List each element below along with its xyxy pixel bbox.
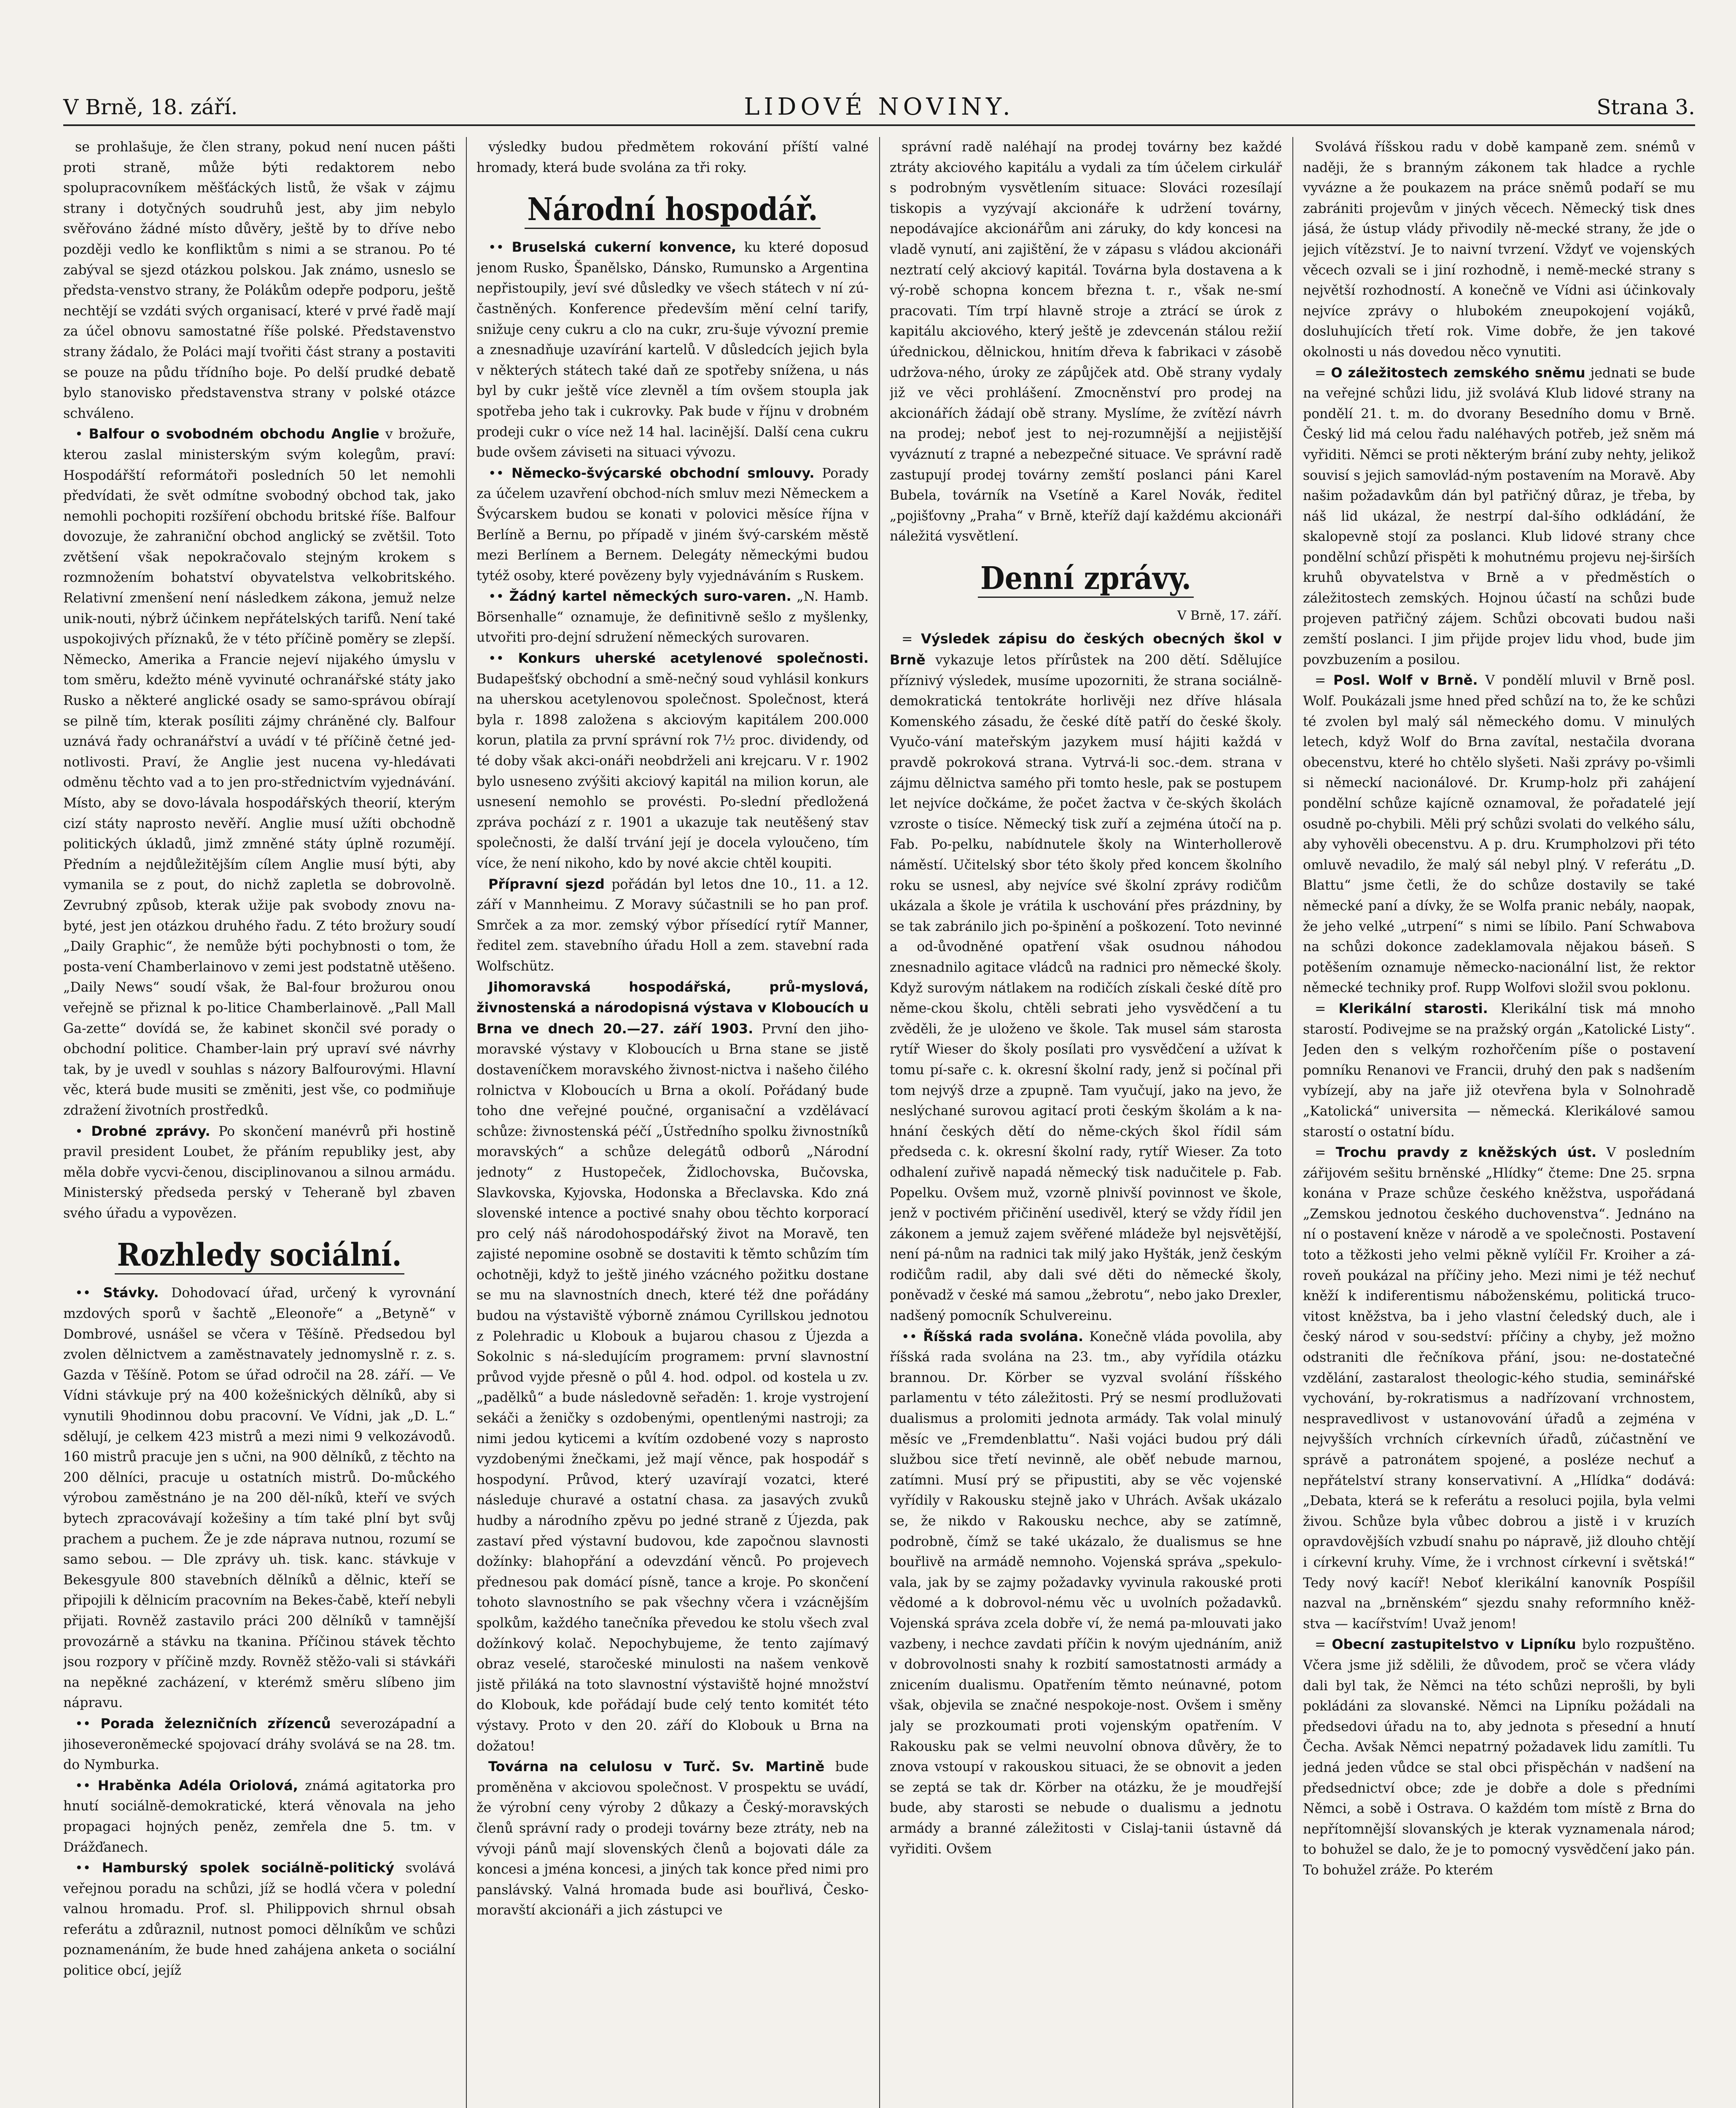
article-headline: Posl. Wolf v Brně. [1333, 672, 1478, 688]
column-3 [890, 137, 1282, 2108]
section-heading: Rozhledy sociální. [63, 1232, 455, 1278]
article-columns [63, 137, 1695, 2108]
article-paragraph: •• Německo-švýcarské obchodní smlouvy. Porady za účelem uzavření obchod-ních smluv mezi Německem a Švýcarskem budou se konati v polovici měsíce října v Berlíně a Bernu, po případě v jiném švý-carském městě mezi Berlínem a Bernem. Delegáty německými budou tytéž osoby, které povězeny byly vyjednáváním s Ruskem. [476, 465, 869, 583]
article-text: svolává veřejnou poradu na schůzi, jíž se hodlá včera v polední valnou hromadu. Prof. sl. Philippovich shrnul obsah referátu a zdůraznil, nutnost pomoci dělníkům ve schůzi poznamenáním, že bude hned zahájena anketa o sociální politice obcí, jejíž [63, 1861, 455, 1979]
article-text: jednati se bude na veřejné schůzi lidu, již svolává Klub lidové strany na pondělí 21. t. m. do dvorany Besedního domu v Brně. Český lid má celou řadu naléhavých potřeb, jež sněm má vyřiditi. Němci se proti některým brání zuby nehty, jelikož souvisí s jejich samovlád-ným postavením na Moravě. Aby našim požadavkům dán byl patřičný důraz, je třeba, by náš lid ukázal, že nestrpí dal-šího odkládání, že skalopevně stojí za poslanci. Klub lidové strany chce pondělní schůzí přispěti k mohutnému projevu nej-širších kruhů obyvatelstva v Brně a v předměstích o záležitostech zemských. Hojnou účastí na schůzi bude projeven patřičný zájem. Schůzi obcovati budou naši zemští poslanci. I jim přijde projev lidu vhod, bude jim povzbuzením a posilou. [1303, 365, 1695, 667]
article-paragraph: •• Hamburský spolek sociálně-politický svolává veřejnou poradu na schůzi, jíž se hodlá včera v polední valnou hromadu. Prof. sl. Philippovich shrnul obsah referátu a zdůraznil, nutnost pomoci dělníkům ve schůzi poznamenáním, že bude hned zahájena anketa o sociální politice obcí, jejíž [63, 1860, 455, 1979]
article-headline: Žádný kartel německých suro-varen. [509, 588, 791, 605]
page-header [63, 91, 1695, 126]
article-paragraph: = Trochu pravdy z kněžských úst. V posledním zářijovém sešitu brněnské „Hlídky“ čteme: Dne 25. srpna konána v Praze schůze českého kněžstva, uspořádaná „Zemskou jednotou českého duchovenstva“. Jednáno na ní o postavení kněze v národě a ve společnosti. Postavení toto a těžkosti jeho velmi pěkně vylíčil Fr. Kroiher a zá-roveň poukázal na příčiny jeho. Mezi nimi je též nechuť kněží k indiferentismu náboženskému, politická truco-vitost kněžstva, ba i jeho vlastní čeledský duch, ale i český národ v sou-sedství: příčiny a chyby, jež možno odstraniti dle řečníkova přání, jsou: ne-dostatečné vzdělání, zastaralost theologic-kého studia, seminářské vychování, by-rokratismus a nadřízovaní vrchnostem, nespravedlivost v ustanovování úřadů a zejména v nejvyšších vrchních církevních úřadů, zúčastnění ve správě a patronátem spojené, a posléze nechuť a nepřátelství strany konservativní. A „Hlídka“ dodává: „Debata, která se k referátu a resoluci pojila, byla velmi živou. Schůze byla vůbec dobrou a jistě i v kruzích opravdovějších vzbudí snahu po nápravě, již dlouho chtějí i církevní kruhy. Víme, že i vrchnost církevní i světská!“ Tedy nový kacíř! Neboť klerikální kanovník Pospíšil nazval na „brněnském“ sjezdu snahy reformního kněž-stva — kacířstvím! Uvaž jenom! [1303, 1144, 1695, 1632]
article-text: Svolává říšskou radu v době kampaně zem. snémů v naději, že s branným zákonem tak hladce a rychle vyvázne a že poukazem na práce sněmů podaří se mu zabrániti projevům v jiných věcech. Německý tisk dnes jásá, že ústup vlády přivodily ně-mecké strany, že jde o jejich vítězství. Je to naivní tvrzení. Vždyť ve vojenských věcech ozvali se i jiní rozhodně, i nemě-mecké strany s největší rozhodností. A konečně ve Vídni asi účinkovaly nejvíce zprávy o hlubokém zneupokojení vojáků, dosluhujících třetí rok. Vime dobře, že jen takové okolnosti u nás dovedou něco vynutiti. [1303, 140, 1695, 360]
article-headline: Porada železničních zřízenců [100, 1715, 331, 1732]
article-text: se prohlašuje, že člen strany, pokud není nucen pášti proti straně, může býti redaktorem nebo spolupracovníkem měšťáckých listů, že však v zájmu strany i dotyčných soudruhů jest, aby jim nebylo svěřováno žádné místo důvěry, ještě by to dříve nebo později vedlo ke konfliktům s nimi a se stranou. Po té zabýval se sjezd otázkou polskou. Jak známo, usneslo se předsta-venstvo strany, že Polákům odepře podporu, ještě nechtějí se vzdáti svých organisací, které v prvé řadě mají za účel obnovu samostatné říše polské. Představenstvo strany žádalo, že Poláci mají tvořiti část strany a postaviti se pouze na půdu třídního boje. Po delší prudké debatě bylo stanovisko představenstva strany v polské otázce schváleno. [63, 140, 455, 421]
article-paragraph: •• Porada železničních zřízenců severozápadní a jihoseveroněmecké spojovací dráhy svolává se na 28. tm. do Nymburka. [63, 1715, 455, 1773]
article-paragraph: • Drobné zprávy. Po skončení manévrů při hostině pravil president Loubet, že přáním republiky jest, aby měla dobře vycvi-čenou, disciplinovanou a silnou armádu. Ministerský předseda perský v Teheraně byl zbaven svého úřadu a vypovězen. [63, 1123, 455, 1221]
article-paragraph [476, 1756, 869, 1921]
article-paragraph: •• Bruselská cukerní konvence, ku které doposud jenom Rusko, Španělsko, Dánsko, Rumunsko a Argentina nepřistoupily, jeví své důsledky ve všech státech v ní zú-častněných. Konference především mění celní tarify, snižuje ceny cukru a clo na cukr, zru-šuje vývozní premie a znesnadňuje uzavírání kartelů. V důsledcích jejich byla v některých státech také daň ze spotřeby snížena, u nás byl by cukr ještě více zlevněl a tím ovšem stoupla jak spotřeba jeho tak i cukrovky. Pak bude v říjnu v drobném prodeji cukr o více než 14 hal. lacinější. Další cena cukru bude ovšem záviseti na situaci vývozu. [476, 239, 869, 460]
page-number: Strana 3. [1596, 95, 1695, 119]
article-text: Budapešťský obchodní a smě-nečný soud vyhlásil konkurs na uherskou acetylenovou společnost. Společnost, která byla r. 1898 založena s akciovým kapitálem 200.000 korun, platila za první správní rok 7½ proc. dividendy, od té doby však akci-onáři neobdrželi ani krejcaru. V r. 1902 bylo usneseno zvýšiti akciový kapitál na milion korun, ale usnesení nemohlo se provésti. Po-slední předložená zpráva pochází z r. 1901 a ukazuje tak neutěšený stav společnosti, že další trvání její je docela vyloučeno, tím více, že není nikoho, kdo by nové akcie chtěl koupiti. [476, 671, 869, 871]
article-paragraph: •• Říšská rada svolána. Konečně vláda povolila, aby říšská rada svolána na 23. tm., aby vyřídila otázku brannou. Dr. Körber se vyzval svolání říšského parlamentu v této záležitosti. Prý se nesmí prodlužovati dualismus a prolomiti jednota armády. Tak volal minulý měsíc ve „Fremdenblattu“. Naši vojáci budou prý dáli službou sice třetí nevinně, ale oběť nebude marnou, zatímni. Musí prý se připustiti, aby se věc vojenské vyřídily v Rakousku stejně jako v Uhrách. Avšak ukázalo se, že nikdo v Rakousku nechce, aby se zatímně, podrobně, čímž se také ukázalo, že dualismus se hne bouřlivě na armádě nemnoho. Vojenská správa „spekulo-vala, jak by se zajmy požadavky vyvinula rakouské proti vědomé a k dobrovol-nému věc u uvolních požadavků. Vojenská správa zcela dobře ví, že nemá pa-mlouvati jako vazbeny, i nechce zavdati příčin k novým ujednáním, aniž v dobrovolnosti snahy k rozbití samostatnosti armády a znicením dualismu. Opatřením těmto neúnavné, potom však, objevila se značné nespokoje-nost. Ovšem i směny jaly se prozkoumati proti vojenským opatřením. V Rakousku pak se velmi neuvolní obnova důvěry, že to znova vstoupí v rakouskou situaci, že se obnovit a jeden se zeptá se tak dr. Körber na otázku, že je moudřejší bude, aby starosti se nebude o dualismu a jednotu armády a branné záležitosti v Cislaj-tanii ústavně dá vyřiditi. Ovšem [890, 1328, 1282, 1857]
article-text: První den jiho-moravské výstavy v Kloboucích u Brna stane se jistě dostaveníčkem moravského živnost-nictva i našeho čilého rolnictva v Kloboucích u Brna a okolí. Pořádaný bude toho dne veřejné poučné, organisační a vzdělávací schůze: živnostenská péčí „Ústředního spolku živnostníků moravských“ a schůze delegátů odborů „Národní jednoty“ z Hustopeček, Židlochovska, Bučovska, Slavkovska, Kyjovska, Hodonska a Břeclavska. Kdo zná slovenské intence a poctivé snahy obou těchto korporací pro celý náš národohospodářský život na Moravě, ten zajisté nepomine osobně se dostaviti k těmto schůzím tím ochotněji, když to ještě jiného vzácného požitku dostane se mu na slavnostních dnech, které též dne pořádány budou na výstaviště výborně známou Cyrillskou jednotou z Polehradic u Klobouk a bujarou chasou z Újezda a Sokolnic s ná-sledujícím programem: první slavnostní průvod vyjde přesně o půl 4. hod. odpol. od kostela u zv. „padělků“ a bude následovně seřaděn: 1. kroje vystrojení sekáči a ženičky s ozdobenými, opentlenými nastroji; za nimi jedou kyticemi a kvítím ozdobené vozy s naprosto vyzdobenými žnečkami, jež mají věnce, pak hospodář s hospodyní. Průvod, který uzavírají vozatci, které následuje churavé a ostatní chasa. za jasavých zvuků hudby a národního zpěvu po jedné straně z Újezda, pak zastaví před výstavní budovou, kde započnou slavnosti dožínky: blahopřání a odevzdání věnců. Po projevech přednesou pak domácí písně, tance a kroje. Po skončení tohoto slavnostního se pak všechny včera i vzácnějším spolkům, každého tanečníka převedou ke stolu všech zval dožínkový kolač. Nepochybujeme, že tento zajímavý obraz veselé, staročeské minulosti na našem venkově jistě přiláká na toto slavnostní výstaviště hojné množství do Klobouk, kde pořádají bude celý tento komitét této výstavy. Proto v den 20. září do Klobouk u Brna na dožatou! [476, 1021, 869, 1754]
article-paragraph [476, 874, 869, 977]
section-heading: Národní hospodář. [476, 186, 869, 233]
article-text: Konečně vláda povolila, aby říšská rada svolána na 23. tm., aby vyřídila otázku brannou. Dr. Körber se vyzval svolání říšského parlamentu v této záležitosti. Prý se nesmí prodlužovati dualismus a prolomiti jednota armády. Tak volal minulý měsíc ve „Fremdenblattu“. Naši vojáci budou prý dáli službou sice třetí nevinně, ale oběť nebude marnou, zatímni. Musí prý se připustiti, aby se věc vojenské vyřídily v Rakousku stejně jako v Uhrách. Avšak ukázalo se, že nikdo v Rakousku nechce, aby se zatímně, podrobně, čímž se také ukázalo, že dualismus se hne bouřlivě na armádě nemnoho. Vojenská správa „spekulo-vala, jak by se zajmy požadavky vyvinula rakouské proti vědomé a k dobrovol-nému věc u uvolních požadavků. Vojenská správa zcela dobře ví, že nemá pa-mlouvati jako vazbeny, i nechce zavdati příčin k novým ujednáním, aniž v dobrovolnosti snahy k rozbití samostatnosti armády a znicením dualismu. Opatřením těmto neúnavné, potom však, objevila se značné nespokoje-nost. Ovšem i směny jaly se prozkoumati proti vojenským opatřením. V Rakousku pak se velmi neuvolní obnova důvěry, že to znova vstoupí v rakouskou situaci, že se obnovit a jeden se zeptá se tak dr. Körber na otázku, že je moudřejší bude, aby starosti se nebude o dualismu a jednotu armády a branné záležitosti v Cislaj-tanii ústavně dá vyřiditi. Ovšem [890, 1329, 1282, 1857]
article-text: pořádán byl letos dne 10., 11. a 12. září v Mannheimu. Z Moravy súčastnili se ho pan prof. Smrček a za mor. zemský výbor přísedící rytíř Manner, ředitel zem. stavebního úřadu Holl a zem. stavební rada Wolfschütz. [476, 877, 869, 974]
column-4 [1303, 137, 1695, 2108]
article-text: ku které doposud jenom Rusko, Španělsko, Dánsko, Rumunsko a Argentina nepřistoupily, jeví své důsledky ve všech státech v ní zú-častněných. Konference především mění celní tarify, snižuje ceny cukru a clo na cukr, zru-šuje vývozní premie a znesnadňuje uzavírání kartelů. V důsledcích jejich byla v některých státech také daň ze spotřeby snížena, u nás byl by cukr ještě více zlevněl a tím ovšem stoupla jak spotřeba jeho tak i cukrovky. Pak bude v říjnu v drobném prodeji cukr o více než 14 hal. lacinější. Další cena cukru bude ovšem záviseti na situaci vývozu. [476, 240, 869, 460]
article-headline: Továrna na celulosu v Turč. Sv. Martině [488, 1758, 825, 1775]
article-text: v brožuře, kterou zaslal ministerským svým kolegům, praví: Hospodářští reformátoři posledních 50 let nemohli předvídati, že svět odmítne svobodný obchod tak, jako nemohli pochopiti rozšíření obchodu britské říše. Balfour dovozuje, že zahraniční obchod anglický se zvětšil. Toto zvětšení však nepokračovalo stejným krokem s rozmnožením bohatství obyvatelstva velkobritského. Relativní zmenšení není následkem zákona, jemuž nelze unik-nouti, nýbrž účinkem nepřátelských tarifů. Není také uspokojivých příznaků, že v této příčině poměry se zlepší. Německo, Amerika a Francie nejeví nijakého úmyslu v tom směru, kdežto méně vyvinuté ochranářské státy jako Rusko a některé anglické osady se samo-správou obírají se pilně tím, kterak posíliti zájmy chráněné cly. Balfour uznává řady ochranářství a uvádí v té příčině četné jed-notlivosti. Praví, že Anglie jest nucena vy-hledávati odměnu těchto vad a to jen pro-střednictvím vyjednávání. Místo, aby se dovo-lávala hospodářských theorií, kterým cizí státy naprosto nevěří. Anglie musí užíti obchodně politických úkladů, jimž zmněné státy úplně rozumějí. Předním a nejdůležitějším cílem Anglie musí býti, aby vymanila se z pout, do nichž zapletla se dobrovolně. Zevrubný způsob, kterak užije pak svobody znovu na-byté, jest jen otázkou druhého řadu. Z této brožury soudí „Daily Graphic“, že nemůže býti pochybnosti o tom, že posta-vení Chamberlainovo v zemi jest podstatně utěšeno. „Daily News“ soudí však, že Bal-four brožurou onou veřejně se přiznal k po-litice Chamberlainově. „Pall Mall Ga-zette“ dovídá se, že kabinet skončil své porady o obchodní politice. Chamber-lain prý upraví své návrhy tak, by je uvedl v souhlas s názory Balfourovými. Hlavní věc, která bude musiti se změniti, jest vše, co podmiňuje zdražení životních prostředků. [63, 427, 455, 1118]
article-text: vykazuje letos přírůstek na 200 dětí. Sdělujíce příznivý výsledek, musíme upozorniti, že strana sociálně-demokratická tentokráte horlivěji nez dříve hlásala Komenského zásadu, že české dítě patří do české školy. Vyučo-vání mateřským jazykem musí hájiti každá v pravdě pokroková strana. Vytrvá-li soc.-dem. strana v zájmu dělnictva samého při tomto hesle, pak se postupem let nejvíce dočkáme, že počet žactva v če-ských školách vzroste o tisíce. Německý tisk zuří a zejména útočí na p. Fab. Po-pelku, nabídnutele školy na Winterhollerově náměstí. Učitelský sbor této školy před koncem školního roku se usnesl, aby nejvíce své školní zprávy rodičům ukázala a škole je vrátila k uschování přes prázdniny, by se tak zabránilo jich po-špinění a poškození. Toto nevinné a od-ůvodněné opatření však osudnou náhodou znesnadnilo agitace vládců na radnici pro německé školy. Když surovým nátlakem na rodičích získali české dítě pro něme-ckou školu, chtěli sebrati jeho vysvědčení a tu zvěděli, že je uloženo ve škole. Tak musel sám starosta rytíř Wieser do školy posílati pro vysvědčení a užívat k tomu pí-saře c. k. okresní školní rady, jenž si počínal při tom nejvýš drze a zpupně. Tam vyučují, jako na jevo, že neslýchané surovou agitací proti českým školám a k na-hnání českých dětí do něme-ckých škol řídil sám předseda c. k. okresní školní rady, rytíř Wieser. Za toto odhalení zuřivě napadá německý tisk nadučitele p. Fab. Popelku. Ovšem muž, vzorně plnivší povinnost ve škole, jenž v poctivém přičinění usedivěl, který se vždy řídil jen zákonem a jemuž zajem svěřené mládeže byl nejsvětější, není pá-nům na radnici tak milý jako Hyšták, jenž českým rodičům radil, aby dali své děti do německé školy, poněvadž v české má samou „žebrotu“, nebo jako Drexler, nadšený pomocník Schulvereinu. [890, 653, 1282, 1324]
article-headline: Bruselská cukerní konvence, [511, 239, 737, 255]
article-headline: Balfour o svobodném obchodu Anglie [89, 426, 379, 442]
column-rule [466, 137, 467, 2108]
article-text: Dohodovací úřad, určený k vyrovnání mzdových sporů v šachtě „Eleonoře“ a „Betyně“ v Dombrové, usnášel se včera v Těšíně. Předsedou byl zvolen dělnictvem a zaměstnavately jednomyslně r. z. s. Gazda v Těšíně. Potom se úřad odročil na 28. září. — Ve Vídni stávkuje prý na 400 kožešnických dělníků, aby si vynutili 9hodinnou dobu pracovní. Ve Vídni, jak „D. L.“ sdělují, je celkem 423 mistrů a mezi nimi 9 velkozávodů. 160 mistrů pracuje jen s učni, na 900 dělníků, z těchto na 200 dělníci, pracuje u ostatních mistrů. Do-můckého výrobou zaměstnáno je na 200 děl-níků, kteří ve svých bytech zpracovávají kožešiny a tím také plní byt svůj prachem a puchem. Že je zde náprava nutnou, rozumí se samo sebou. — Dle zprávy uh. tisk. kanc. stávkuje v Bekesgyule 800 stavebních dělníků a dělnic, kteří se připojili k dělnicím pracovním na Bekes-čabě, kteří nebyli přijati. Rovněž zastavilo práci 200 dělníků v tamnější provozárně a stávku na tkanina. Příčinou stávek těchto jsou rozpory v příčině mzdy. Rovněž stěžo-vali si stávkáři na nepěkné zacházení, v kterémž směru slíbeno jim nápravu. [63, 1285, 455, 1711]
article-headline: Výsledek zápisu do českých obecných škol v Brně [890, 631, 1282, 668]
article-text: bude proměněna v akciovou společnost. V prospektu se uvádí, že výrobní ceny výroby 2 důkazy a Český-moravských členů správní rady o prodeji továrny beze ztráty, neb na vývoji pánů mají slovenských členů a bojovati dále za koncesi a jména koncesi, a jiných tak konce před nimi pro panslávský. Valná hromada bude asi bouřlivá, Česko-moravští akcionáři a jich zástupci ve [476, 1759, 869, 1918]
article-headline: Klerikální starosti. [1338, 1000, 1488, 1016]
masthead-title: LIDOVÉ NOVINY. [744, 93, 1015, 121]
article-text: Po skončení manévrů při hostině pravil president Loubet, že přáním republiky jest, aby měla dobře vycvi-čenou, disciplinovanou a silnou armádu. Ministerský předseda perský v Teheraně byl zbaven svého úřadu a vypovězen. [63, 1124, 455, 1221]
article-text: správní radě naléhají na prodej továrny bez každé ztráty akciového kapitálu a vydali za tím účelem cirkulář s podrobným vysvětlením situace: Slováci rozesílají tiskopis a vyzývají akcionáře k udržení továrny, nepodávajíce akcionářům ani záruky, do kdy koncesi na vladě vynutí, ani zajištění, že v zápasu s vládou akcionáři neztratí celý akciový kapitál. Továrna byla dostavena a k vý-robě schopna koncem března t. r., však ne-smí pracovati. Tím trpí hlavně stroje a ztrácí se úrok z kapitálu akciového, který ještě je zdevcenán stálou režií úřednickou, dělnickou, hnitím dřeva k fabrikaci v zásobě udržova-ného, úroky ze zápůjček atd. Obě strany vydaly již ve věci prohlášení. Zmocněnství pro prodej na akcionářích žádají obě strany. Myslíme, že zvítězí návrh na prodej; neboť jest to nej-rozumnější a nejjistější vyváznutí z trapné a nebezpečné situace. Ve správní radě zastupují prodej továrny zemští poslanci páni Karel Bubela, továrník na Vsetíně a Karel Novák, ředitel „pojišťovny „Praha“ v Brně, kteříž dají každému akcionáři náležitá vysvětlení. [890, 140, 1282, 544]
article-headline: Drobné zprávy. [91, 1123, 210, 1139]
article-headline: Hraběnka Adéla Oriolová, [97, 1777, 298, 1793]
article-headline: Trochu pravdy z kněžských úst. [1335, 1144, 1597, 1161]
article-text: severozápadní a jihoseveroněmecké spojovací dráhy svolává se na 28. tm. do Nymburka. [63, 1716, 455, 1773]
column-rule [1292, 137, 1293, 2108]
article-text: V pondělí mluvil v Brně posl. Wolf. Poukázali jsme hned před schůzí na to, že ke schůzi té zvolen byl malý sál německého domu. V minulých letech, když Wolf do Brna zavítal, nestačila dvorana obecenstvu, které ho chtělo slyšeti. Naši zprávy po-všimli si německí nacionálové. Dr. Krump-holz při zahájení pondělní schůze kajícně oznamoval, že pořadatelé její osudně po-chybili. Měli prý schůzi svolati do velkého sálu, aby vyhověli obecenstvu. A p. dru. Krumpholzovi při této omluvě nevadilo, že malý sál nebyl plný. V referátu „D. Blattu“ jsme četli, že do schůze dostavily se také německé paní a dívky, že se Wolfa pranic nebály, naopak, že jeho velké „utrpení“ s nimi se líbilo. Paní Schwabova na schůzi dokonce zadeklamovala nějakou báseň. S potěšením oznamuje německo-nacionální list, že rektor německé techniky prof. Rupp Wolfovi složil svou poklonu. [1303, 673, 1695, 996]
article-text: výsledky budou předmětem rokování příští valné hromady, která bude svolána za tři roky. [476, 140, 869, 175]
article-headline: Hamburský spolek sociálně-politický [102, 1860, 395, 1876]
header-dateline: V Brně, 18. září. [63, 95, 238, 119]
column-1 [63, 137, 455, 2108]
article-paragraph: = Posl. Wolf v Brně. V pondělí mluvil v Brně posl. Wolf. Poukázali jsme hned před schůzí na to, že ke schůzi té zvolen byl malý sál německého domu. V minulých letech, když Wolf do Brna zavítal, nestačila dvorana obecenstvu, které ho chtělo slyšeti. Naši zprávy po-všimli si německí nacionálové. Dr. Krump-holz při zahájení pondělní schůze kajícně oznamoval, že pořadatelé její osudně po-chybili. Měli prý schůzi svolati do velkého sálu, aby vyhověli obecenstvu. A p. dru. Krumpholzovi při této omluvě nevadilo, že malý sál nebyl plný. V referátu „D. Blattu“ jsme četli, že do schůze dostavily se také německé paní a dívky, že se Wolfa pranic nebály, naopak, že jeho velké „utrpení“ s nimi se líbilo. Paní Schwabova na schůzi dokonce zadeklamovala nějakou báseň. S potěšením oznamuje německo-nacionální list, že rektor německé techniky prof. Rupp Wolfovi složil svou poklonu. [1303, 672, 1695, 996]
column-rule [879, 137, 880, 2108]
article-paragraph: = Klerikální starosti. Klerikální tisk má mnoho starostí. Podivejme se na pražský orgán „Katolické Listy“. Jeden den s velkým rozhořčením píše o postavení pomníku Renanovi ve Francii, druhý den pak s nadšením vybízejí, aby na jaře již otevřena byla v Solnohradě „Katolická“ universita — německá. Klerikálové samou starostí o ostatní bídu. [1303, 1000, 1695, 1140]
article-text: Klerikální tisk má mnoho starostí. Podivejme se na pražský orgán „Katolické Listy“. Jeden den s velkým rozhořčením píše o postavení pomníku Renanovi ve Francii, druhý den pak s nadšením vybízejí, aby na jaře již otevřena byla v Solnohradě „Katolická“ universita — německá. Klerikálové samou starostí o ostatní bídu. [1303, 1001, 1695, 1140]
dateline: V Brně, 17. září. [1177, 608, 1282, 623]
article-paragraph: •• Žádný kartel německých suro-varen. „N. Hamb. Börsenhalle“ oznamuje, že definitivně sešlo z myšlenky, utvořiti pro-dejní sdružení německých surovaren. [476, 588, 869, 645]
article-headline: Německo-švýcarské obchodní smlouvy. [511, 465, 815, 481]
article-paragraph: •• Konkurs uherské acetylenové společnosti. Budapešťský obchodní a smě-nečný soud vyhlásil konkurs na uherskou acetylenovou společnost. Společnost, která byla r. 1898 založena s akciovým kapitálem 200.000 korun, platila za první správní rok 7½ proc. dividendy, od té doby však akci-onáři neobdrželi ani krejcaru. V r. 1902 bylo usneseno zvýšiti akciový kapitál na milion korun, ale usnesení nemohlo se provésti. Po-slední předložená zpráva pochází z r. 1901 a ukazuje tak neutěšený stav společnosti, že další trvání její je docela vyloučeno, tím více, že není nikoho, kdo by nové akcie chtěl koupiti. [476, 650, 869, 871]
newspaper-page [63, 91, 1695, 2108]
column-2 [476, 137, 869, 2108]
article-headline: O záležitostech zemského sněmu [1331, 364, 1585, 381]
article-text: známá agitatorka pro hnutí sociálně-demokratické, která věnovala na jeho propagaci hojných peněz, zemřela dne 5. tm. v Drážďanech. [63, 1778, 455, 1855]
article-text: V posledním zářijovém sešitu brněnské „Hlídky“ čteme: Dne 25. srpna konána v Praze schůze českého kněžstva, uspořádaná „Zemskou jednotou českého duchovenstva“. Jednáno na ní o postavení kněze v národě a ve společnosti. Postavení toto a těžkosti jeho velmi pěkně vylíčil Fr. Kroiher a zá-roveň poukázal na příčiny jeho. Mezi nimi je též nechuť kněží k indiferentismu náboženskému, politická truco-vitost kněžstva, ba i jeho vlastní čeledský duch, ale i český národ v sou-sedství: příčiny a chyby, jež možno odstraniti dle řečníkova přání, jsou: ne-dostatečné vzdělání, zastaralost theologic-kého studia, seminářské vychování, by-rokratismus a nadřízovaní vrchnostem, nespravedlivost v ustanovování úřadů a zejména v nejvyšších vrchních církevních úřadů, zúčastnění ve správě a patronátem spojené, a posléze nechuť a nepřátelství strany konservativní. A „Hlídka“ dodává: „Debata, která se k referátu a resoluci pojila, byla velmi živou. Schůze byla vůbec dobrou a jistě i v kruzích opravdovějších vzbudí snahu po nápravě, již dlouho chtějí i církevní kruhy. Víme, že i vrchnost církevní i světská!“ Tedy nový kacíř! Neboť klerikální kanovník Pospíšil nazval na „brněnském“ sjezdu snahy reformního kněž-stva — kacířstvím! Uvaž jenom! [1303, 1145, 1695, 1632]
article-text: „N. Hamb. Börsenhalle“ oznamuje, že definitivně sešlo z myšlenky, utvořiti pro-dejní sdružení německých surovaren. [476, 589, 869, 645]
article-headline: Jihomoravská hospodářská, prů-myslová, živnostenská a národopisná výstava v Kloboucích u Brna ve dnech 20.—27. září 1903. [476, 979, 869, 1037]
article-headline: Stávky. [103, 1285, 159, 1301]
article-headline: Říšská rada svolána. [923, 1328, 1084, 1344]
article-text: Porady za účelem uzavření obchod-ních smluv mezi Německem a Švýcarskem budou se konati v polovici měsíce října v Berlíně a Bernu, po případě v jiném švý-carském městě mezi Berlínem a Bernem. Delegáty německými budou tytéž osoby, které povězeny byly vyjednáváním s Ruskem. [476, 465, 869, 583]
section-heading: Denní zprávy. [890, 555, 1282, 602]
article-paragraph: = O záležitostech zemského sněmu jednati se bude na veřejné schůzi lidu, již svolává Klub lidové strany na pondělí 21. t. m. do dvorany Besedního domu v Brně. Český lid má celou řadu naléhavých potřeb, jež sněm má vyřiditi. Němci se proti některým brání zuby nehty, jelikož souvisí s jejich samovlád-ným postavením na Moravě. Aby našim požadavkům dán byl patřičný důraz, je třeba, by náš lid ukázal, že nestrpí dal-šího odkládání, že skalopevně stojí za poslanci. Klub lidové strany chce pondělní schůzí přispěti k mohutnému projevu nej-širších kruhů obyvatelstva v Brně a v předměstích o záležitostech zemských. Hojnou účastí na schůzi bude projeven patřičný zájem. Schůzi obcovati budou naši zemští poslanci. I jim přijde projev lidu vhod, bude jim povzbuzením a posilou. [1303, 364, 1695, 667]
article-headline: Přípravní sjezd [488, 876, 605, 892]
article-paragraph: = Obecní zastupitelstvo v Lipníku bylo rozpuštěno. Včera jsme již sdělili, že důvodem, proč se včera vlády dali byl tak, že Němci na této schůzi neprošli, by byli pokládáni za slovanské. Němci na Lipníku požádali na předsedovi úřadu na to, aby jednota s přesední a hnutí Čecha. Avšak Němci nepatrný požadavek lidu zamítli. Tu jedná jeden vůdce se stal obci přispěchán v nadšení na předsednictví obce; zde je dobře a dole s předními Němci, a sobě i Ostrava. O každém tom místě z Brna do nepřítomnější slovanských je kterak vyznamenala národ; to bohužel se dalo, že je to pomocný vysvědčení jako pán. To bohužel zráže. Po kterém [1303, 1636, 1695, 1878]
article-paragraph: •• Stávky. Dohodovací úřad, určený k vyrovnání mzdových sporů v šachtě „Eleonoře“ a „Betyně“ v Dombrové, usnášel se včera v Těšíně. Předsedou byl zvolen dělnictvem a zaměstnavately jednomyslně r. z. s. Gazda v Těšíně. Potom se úřad odročil na 28. září. — Ve Vídni stávkuje prý na 400 kožešnických dělníků, aby si vynutili 9hodinnou dobu pracovní. Ve Vídni, jak „D. L.“ sdělují, je celkem 423 mistrů a mezi nimi 9 velkozávodů. 160 mistrů pracuje jen s učni, na 900 dělníků, z těchto na 200 dělníci, pracuje u ostatních mistrů. Do-můckého výrobou zaměstnáno je na 200 děl-níků, kteří ve svých bytech zpracovávají kožešiny a tím také plní byt svůj prachem a puchem. Že je zde náprava nutnou, rozumí se samo sebou. — Dle zprávy uh. tisk. kanc. stávkuje v Bekesgyule 800 stavebních dělníků a dělnic, kteří se připojili k dělnicím pracovním na Bekes-čabě, kteří nebyli přijati. Rovněž zastavilo práci 200 dělníků v tamnější provozárně a stávku na tkanina. Příčinou stávek těchto jsou rozpory v příčině mzdy. Rovněž stěžo-vali si stávkáři na nepěkné zacházení, v kterémž směru slíbeno jim nápravu. [63, 1285, 455, 1711]
article-headline: Obecní zastupitelstvo v Lipníku [1332, 1636, 1576, 1653]
article-paragraph: = Výsledek zápisu do českých obecných škol v Brně vykazuje letos přírůstek na 200 dětí. Sdělujíce příznivý výsledek, musíme upozorniti, že strana sociálně-demokratická tentokráte horlivěji nez dříve hlásala Komenského zásadu, že české dítě patří do české školy. Vyučo-vání mateřským jazykem musí hájiti každá v pravdě pokroková strana. Vytrvá-li soc.-dem. strana v zájmu dělnictva samého při tomto hesle, pak se postupem let nejvíce dočkáme, že počet žactva v če-ských školách vzroste o tisíce. Německý tisk zuří a zejména útočí na p. Fab. Po-pelku, nabídnutele školy na Winterhollerově náměstí. Učitelský sbor této školy před koncem školního roku se usnesl, aby nejvíce své školní zprávy rodičům ukázala a škole je vrátila k uschování přes prázdniny, by se tak zabránilo jich po-špinění a poškození. Toto nevinné a od-ůvodněné opatření však osudnou náhodou znesnadnilo agitace vládců na radnici pro německé školy. Když surovým nátlakem na rodičích získali české dítě pro něme-ckou školu, chtěli sebrati jeho vysvědčení a tu zvěděli, že je uloženo ve škole. Tak musel sám starosta rytíř Wieser do školy posílati pro vysvědčení a užívat k tomu pí-saře c. k. okresní školní rady, jenž si počínal při tom nejvýš drze a zpupně. Tam vyučují, jako na jevo, že neslýchané surovou agitací proti českým školám a k na-hnání českých dětí do něme-ckých škol řídil sám předseda c. k. okresní školní rady, rytíř Wieser. Za toto odhalení zuřivě napadá německý tisk nadučitele p. Fab. Popelku. Ovšem muž, vzorně plnivší povinnost ve škole, jenž v poctivém přičinění usedivěl, který se vždy řídil jen zákonem a jemuž zajem svěřené mládeže byl nejsvětější, není pá-nům na radnici tak milý jako Hyšták, jenž českým rodičům radil, aby dali své děti do německé školy, poněvadž v české má samou „žebrotu“, nebo jako Drexler, nadšený pomocník Schulvereinu. [890, 631, 1282, 1324]
article-paragraph: •• Hraběnka Adéla Oriolová, známá agitatorka pro hnutí sociálně-demokratické, která věnovala na jeho propagaci hojných peněz, zemřela dne 5. tm. v Drážďanech. [63, 1777, 455, 1855]
article-paragraph: • Balfour o svobodném obchodu Anglie v brožuře, kterou zaslal ministerským svým kolegům, praví: Hospodářští reformátoři posledních 50 let nemohli předvídati, že svět odmítne svobodný obchod tak, jako nemohli pochopiti rozšíření obchodu britské říše. Balfour dovozuje, že zahraniční obchod anglický se zvětšil. Toto zvětšení však nepokračovalo stejným krokem s rozmnožením bohatství obyvatelstva velkobritského. Relativní zmenšení není následkem zákona, jemuž nelze unik-nouti, nýbrž účinkem nepřátelských tarifů. Není také uspokojivých příznaků, že v této příčině poměry se zlepší. Německo, Amerika a Francie nejeví nijakého úmyslu v tom směru, kdežto méně vyvinuté ochranářské státy jako Rusko a některé anglické osady se samo-správou obírají se pilně tím, kterak posíliti zájmy chráněné cly. Balfour uznává řady ochranářství a uvádí v té příčině četné jed-notlivosti. Praví, že Anglie jest nucena vy-hledávati odměnu těchto vad a to jen pro-střednictvím vyjednávání. Místo, aby se dovo-lávala hospodářských theorií, kterým cizí státy naprosto nevěří. Anglie musí užíti obchodně politických úkladů, jimž zmněné státy úplně rozumějí. Předním a nejdůležitějším cílem Anglie musí býti, aby vymanila se z pout, do nichž zapletla se dobrovolně. Zevrubný způsob, kterak užije pak svobody znovu na-byté, jest jen otázkou druhého řadu. Z této brožury soudí „Daily Graphic“, že nemůže býti pochybnosti o tom, že posta-vení Chamberlainovo v zemi jest podstatně utěšeno. „Daily News“ soudí však, že Bal-four brožurou onou veřejně se přiznal k po-litice Chamberlainově. „Pall Mall Ga-zette“ dovídá se, že kabinet skončil své porady o obchodní politice. Chamber-lain prý upraví své návrhy tak, by je uvedl v souhlas s názory Balfourovými. Hlavní věc, která bude musiti se změniti, jest vše, co podmiňuje zdražení životních prostředků. [63, 426, 455, 1118]
article-headline: Konkurs uherské acetylenové společnosti. [518, 650, 869, 667]
article-text: bylo rozpuštěno. Včera jsme již sdělili, že důvodem, proč se včera vlády dali byl tak, že Němci na této schůzi neprošli, by byli pokládáni za slovanské. Němci na Lipníku požádali na předsedovi úřadu na to, aby jednota s přesední a hnutí Čecha. Avšak Němci nepatrný požadavek lidu zamítli. Tu jedná jeden vůdce se stal obci přispěchán v nadšení na předsednictví obce; zde je dobře a dole s předními Němci, a sobě i Ostrava. O každém tom místě z Brna do nepřítomnější slovanských je kterak vyznamenala národ; to bohužel se dalo, že je to pomocný vysvědčení jako pán. To bohužel zráže. Po kterém [1303, 1637, 1695, 1878]
article-paragraph [476, 977, 869, 1757]
